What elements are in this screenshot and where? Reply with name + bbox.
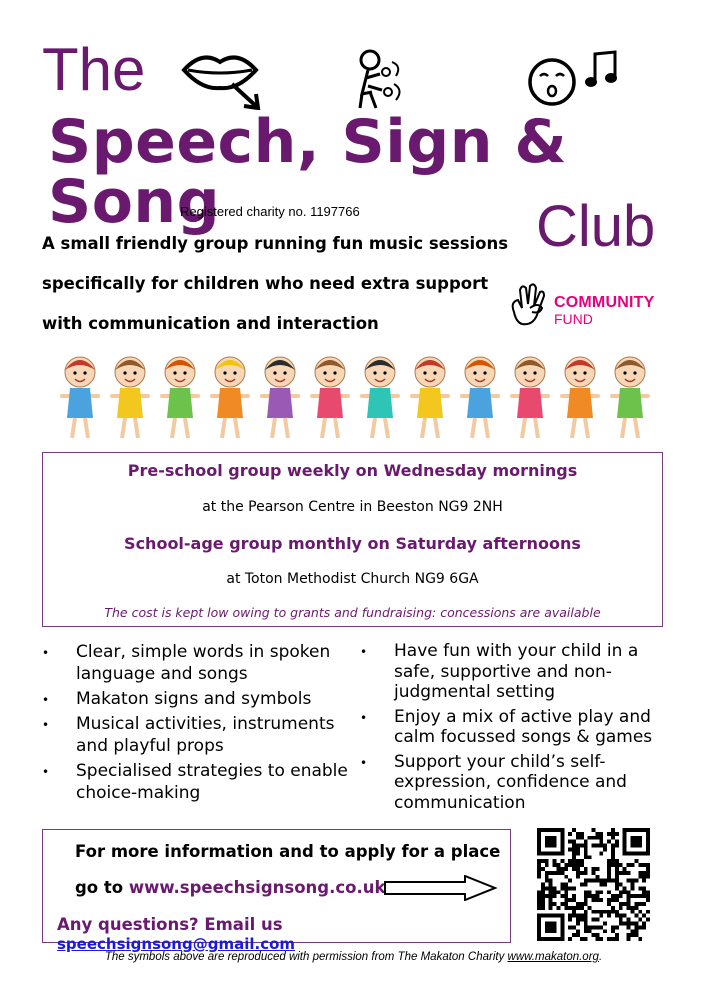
title-main: Speech, Sign & Song — [48, 107, 568, 237]
community-fund-logo — [508, 282, 658, 330]
signing-person-icon — [350, 48, 410, 112]
list-item: • Enjoy a mix of active play and calm focussed songs & games — [360, 707, 660, 748]
sessions-info-box — [42, 452, 663, 627]
website-link[interactable]: www.speechsignsong.co.uk — [128, 878, 386, 897]
title-club: Club — [536, 194, 656, 259]
logo-fund: FUND — [554, 311, 593, 327]
child-figure — [512, 357, 548, 438]
preschool-title: Pre-school group weekly on Wednesday mornings — [127, 461, 578, 480]
intro-line-1: A small friendly group running fun music sessions — [42, 234, 509, 253]
preschool-location: at the Pearson Centre in Beeston NG9 2NH — [202, 499, 503, 515]
list-item: • Musical activities, instruments and playful props — [42, 713, 352, 757]
intro-line-3: with communication and interaction — [42, 314, 379, 333]
title-the: The — [42, 36, 146, 103]
child-figure — [112, 357, 148, 438]
music-note-icon — [585, 48, 621, 90]
child-figure — [462, 357, 498, 438]
arrow-right-icon — [383, 875, 499, 901]
children-illustration — [55, 348, 655, 443]
lips-speech-icon — [180, 50, 262, 110]
cost-note: The cost is kept low owing to grants and fundraising: concessions are available — [104, 605, 601, 620]
child-figure — [312, 357, 348, 438]
email-link[interactable]: speechsignsong@gmail.com — [57, 935, 296, 953]
features-right-list — [360, 641, 660, 817]
goto-prefix: go to — [75, 878, 129, 897]
contact-line-2 — [75, 878, 385, 897]
qr-code-icon[interactable] — [537, 828, 650, 941]
logo-community: COMMUNITY — [554, 294, 655, 311]
list-item: • Have fun with your child in a safe, supportive and non-judgmental setting — [360, 641, 660, 703]
list-item: • Clear, simple words in spoken language and songs — [42, 641, 352, 685]
questions-text: Any questions? Email us — [57, 915, 283, 934]
child-figure — [162, 357, 198, 438]
hand-logo-icon — [508, 282, 552, 330]
list-item: • Support your child’s self-expression, confidence and communication — [360, 752, 660, 814]
contact-line-3 — [57, 915, 510, 953]
child-figure — [412, 357, 448, 438]
child-figure — [362, 357, 398, 438]
contact-box — [42, 829, 511, 953]
charity-number: Registered charity no. 1197766 — [180, 204, 360, 219]
intro-line-2: specifically for children who need extra support — [42, 274, 489, 293]
child-figure — [262, 357, 298, 438]
contact-line-1: For more information and to apply for a place — [75, 842, 501, 861]
child-figure — [612, 357, 648, 438]
footer-end: . — [598, 951, 603, 963]
school-title: School-age group monthly on Saturday afternoons — [124, 534, 581, 553]
child-figure — [212, 357, 248, 438]
singing-face-icon — [526, 56, 578, 108]
list-item: • Makaton signs and symbols — [42, 688, 352, 710]
child-figure — [562, 357, 598, 438]
child-figure — [62, 357, 98, 438]
makaton-link[interactable]: www.makaton.org — [507, 951, 599, 963]
features-left-list — [42, 641, 352, 807]
footer-note — [0, 951, 707, 963]
list-item: • Specialised strategies to enable choice-making — [42, 760, 352, 804]
footer-text: The symbols above are reproduced with permission from The Makaton Charity — [104, 951, 508, 963]
school-location: at Toton Methodist Church NG9 6GA — [226, 571, 479, 587]
